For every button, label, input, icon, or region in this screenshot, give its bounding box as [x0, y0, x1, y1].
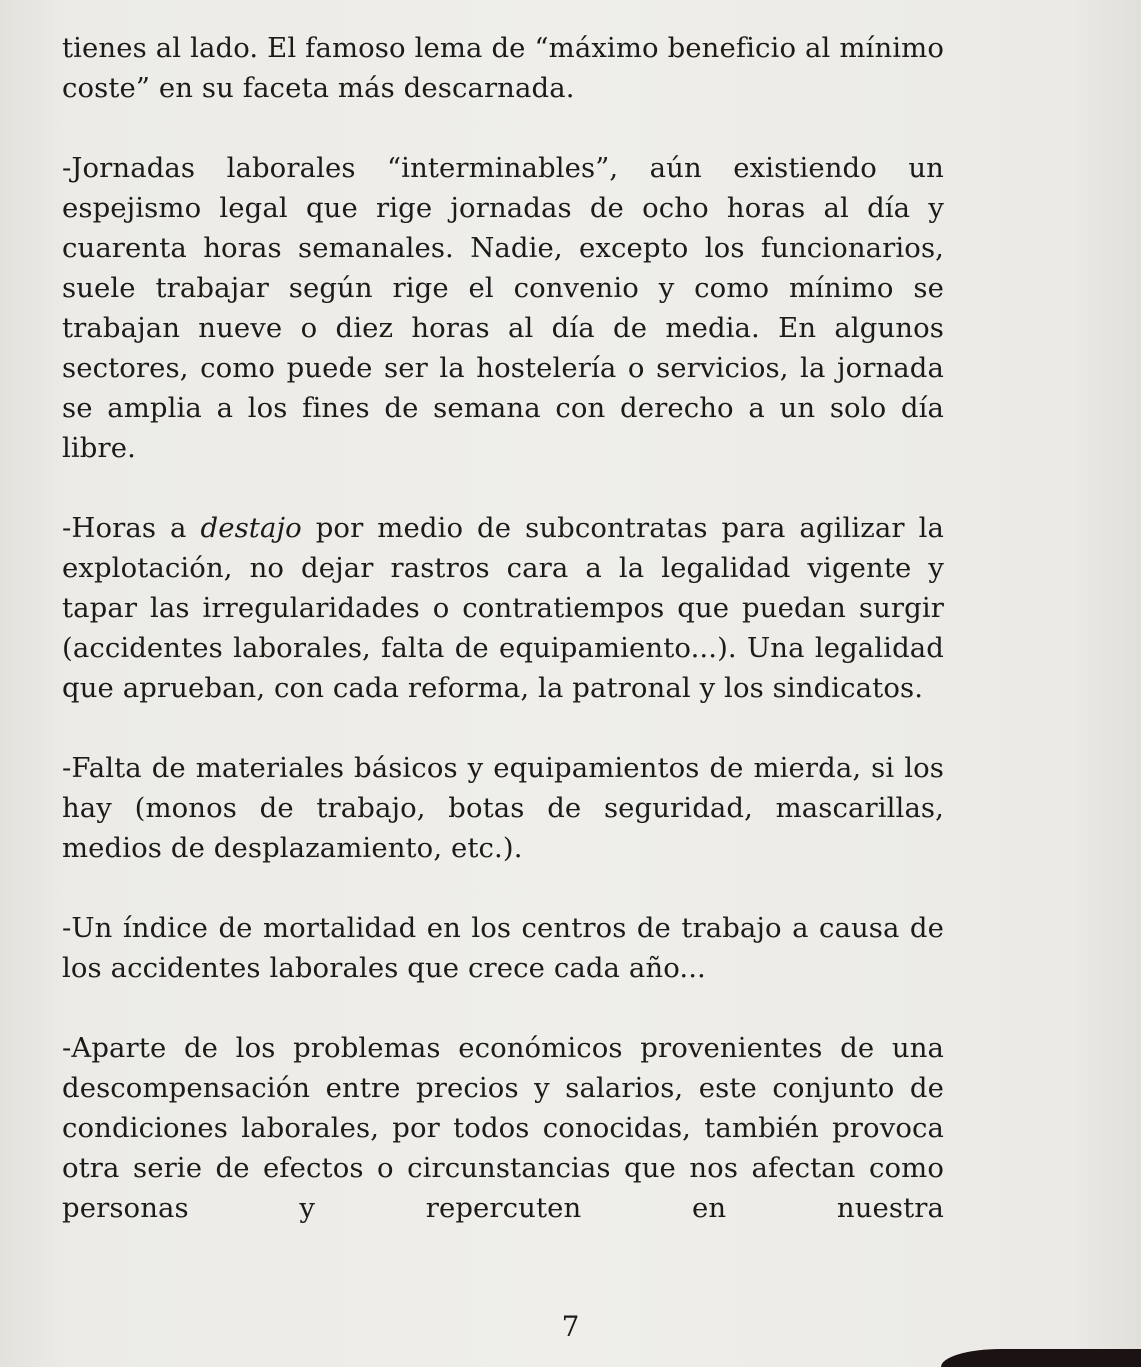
- paragraph-1: tienes al lado. El famoso lema de “máximo beneficio al mínimo coste” en su faceta más descarnada.: [62, 32, 944, 104]
- paragraph-3-rest: por medio de subcontratas para agilizar la explotación, no dejar rastros cara a la legalidad vigente y tapar las irregularidades o contratiempos que puedan surgir (accidentes laborales, falta de equipamiento...). Una legalidad que aprueban, con cada reforma, la patronal y los sindicatos.: [62, 512, 944, 704]
- paragraph-6: -Aparte de los problemas económicos provenientes de una descompensación entre precios y salarios, este conjunto de condiciones laborales, por todos conocidas, también provoca otra serie de efectos o circunstancias que nos afectan como personas y repercuten en nuestra: [62, 1032, 944, 1224]
- paragraph-2: -Jornadas laborales “interminables”, aún existiendo un espejismo legal que rige jornadas de ocho horas al día y cuarenta horas semanales. Nadie, excepto los funcionarios, suele trabajar según rige el convenio y como mínimo se trabajan nueve o diez horas al día de media. En algunos sectores, como puede ser la hostelería o servicios, la jornada se amplia a los fines de semana con derecho a un solo día libre.: [62, 152, 944, 464]
- paragraph-5: -Un índice de mortalidad en los centros de trabajo a causa de los accidentes laborales que crece cada año...: [62, 912, 944, 984]
- paragraph-3-start: -Horas a: [62, 512, 201, 544]
- dark-corner-edge: [941, 1349, 1141, 1367]
- body-text: [62, 28, 944, 1228]
- italic-word: destajo: [200, 512, 302, 544]
- page-number: 7: [561, 1310, 580, 1343]
- paragraph-3: [62, 508, 944, 708]
- paragraph-4: -Falta de materiales básicos y equipamientos de mierda, si los hay (monos de trabajo, botas de seguridad, mascarillas, medios de desplazamiento, etc.).: [62, 752, 944, 864]
